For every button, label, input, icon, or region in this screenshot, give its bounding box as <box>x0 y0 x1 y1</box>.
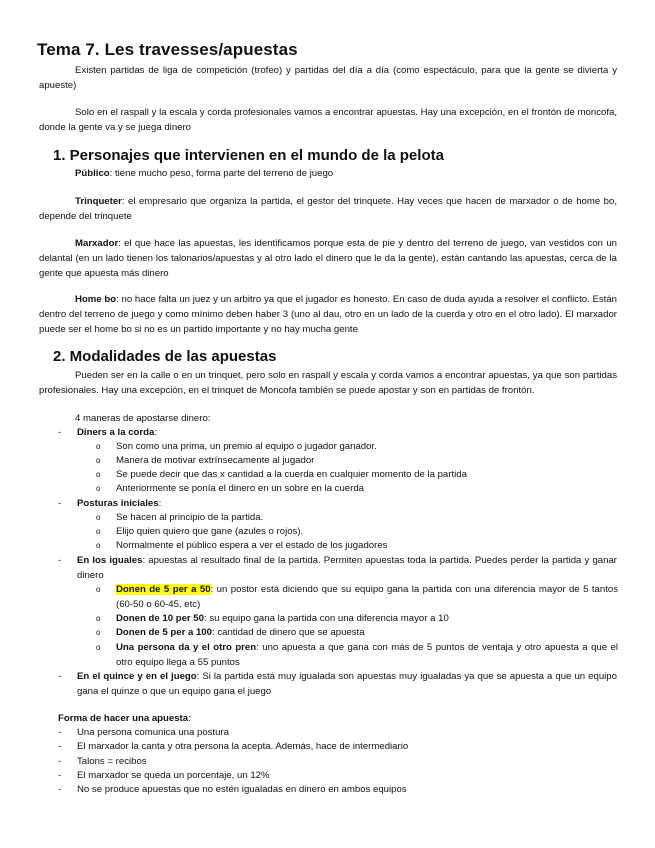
section1-heading: 1. Personajes que intervienen en el mundo de la pelota <box>53 147 444 164</box>
list-item: Una persona da y el otro pren: uno apuesta a que gana con más de 5 puntos de ventaja y otro apuesta a que el otro equipo llega a 55 puntos <box>116 642 618 668</box>
iguales-item: En los iguales: apuestas al resultado final de la partida. Permiten apuestas toda la partida. Puedes perder la partida y ganar dinero <box>77 555 617 581</box>
intro-paragraph-2: Solo en el raspall y la escala y corda profesionales vamos a encontrar apuestas. Hay una excepción, en el frontón de moncofa, donde la gente va y se juega dinero <box>39 107 617 133</box>
diners-title: Diners a la corda: <box>77 427 157 438</box>
intro-paragraph-1: Existen partidas de liga de competición (trofeo) y partidas del día a día (como espectáculo, para que la gente se divierta y apueste) <box>39 65 617 91</box>
highlighted-term: Donen de 5 per a 50 <box>116 584 211 595</box>
forma-heading: Forma de hacer una apuesta: <box>58 713 191 724</box>
circle-bullet: o <box>96 628 101 637</box>
item-publico: Público: tiene mucho peso, forma parte del terreno de juego <box>75 168 334 179</box>
dash-bullet: - <box>58 770 62 781</box>
circle-bullet: o <box>96 470 101 479</box>
section2-heading: 2. Modalidades de las apuestas <box>53 348 277 365</box>
quince-item: En el quince y en el juego: Si la partida está muy igualada son apuestas muy igualadas ya que se apuesta a que un equipo gana el quinze o que un equipo gana el juego <box>77 671 617 697</box>
item-trinqueter: Trinqueter: el empresario que organiza la partida, el gestor del trinquete. Hay veces que hacen de marxador o de home bo, depende del trinquete <box>39 196 617 222</box>
list-item: Se hacen al principio de la partida. <box>116 512 264 523</box>
circle-bullet: o <box>96 442 101 451</box>
circle-bullet: o <box>96 585 101 594</box>
list-item: Elijo quien quiero que gane (azules o rojos). <box>116 526 304 537</box>
list-item: Se puede decir que das x cantidad a la cuerda en cualquier momento de la partida <box>116 469 467 480</box>
list-item: Anteriormente se ponía el dinero en un sobre en la cuerda <box>116 483 364 494</box>
circle-bullet: o <box>96 456 101 465</box>
list-item: Son como una prima, un premio al equipo o jugador ganador. <box>116 441 377 452</box>
dash-bullet: - <box>58 671 62 682</box>
list-item: Talons = recibos <box>77 756 147 767</box>
dash-bullet: - <box>58 741 62 752</box>
circle-bullet: o <box>96 513 101 522</box>
list-item: Manera de motivar extrínsecamente al jugador <box>116 455 315 466</box>
ways-line: 4 maneras de apostarse dinero: <box>75 413 211 424</box>
dash-bullet: - <box>58 427 62 438</box>
circle-bullet: o <box>96 614 101 623</box>
posturas-title: Posturas iniciales: <box>77 498 162 509</box>
item-home-bo: Home bo: no hace falta un juez y un arbitro ya que el jugador es honesto. En caso de duda ayuda a resolver el conflicto. Están dentro del terreno de juego y como mínimo deben haber 3 (uno al dau, otro en un lado de la cuerda y otro en el otro lado). El marxador puede ser el home bo si no es un partido importante y no hay mucha gente <box>39 294 617 335</box>
circle-bullet: o <box>96 484 101 493</box>
list-item: Normalmente el público espera a ver el estado de los jugadores <box>116 540 388 551</box>
list-item: No se produce apuestas que no estén igualadas en dinero en ambos equipos <box>77 784 407 795</box>
dash-bullet: - <box>58 784 62 795</box>
item-marxador: Marxador: el que hace las apuestas, les identificamos porque esta de pie y dentro del terreno de juego, van vestidos con un delantal (en un lado tienen los talonarios/apuestas y al otro lado el dinero que le da la gente), están cantando las apuestas, cerca de la gente que apuesta más dinero <box>39 238 617 279</box>
circle-bullet: o <box>96 541 101 550</box>
list-item: Donen de 5 per a 50: un postor está diciendo que su equipo gana la partida con una diferencia mayor de 5 tantos (60-50 o 60-45, etc) <box>116 584 619 610</box>
dash-bullet: - <box>58 727 62 738</box>
circle-bullet: o <box>96 527 101 536</box>
section2-intro: Pueden ser en la calle o en un trinquet, pero solo en raspall y escala y corda vamos a encontrar apuestas, ya que son partidas profesionales. Hay una excepción, en el trinquet de Moncofa también se puede apostar y son en partidas de frontón. <box>39 370 617 396</box>
dash-bullet: - <box>58 756 62 767</box>
list-item: El marxador se queda un porcentaje, un 12% <box>77 770 270 781</box>
page-title: Tema 7. Les travesses/apuestas <box>37 40 298 59</box>
list-item: Donen de 10 per 50: su equipo gana la partida con una diferencia mayor a 10 <box>116 613 449 624</box>
dash-bullet: - <box>58 498 62 509</box>
circle-bullet: o <box>96 643 101 652</box>
list-item: El marxador la canta y otra persona la acepta. Además, hace de intermediario <box>77 741 409 752</box>
list-item: Una persona comunica una postura <box>77 727 229 738</box>
list-item: Donen de 5 per a 100: cantidad de dinero que se apuesta <box>116 627 365 638</box>
dash-bullet: - <box>58 555 62 566</box>
